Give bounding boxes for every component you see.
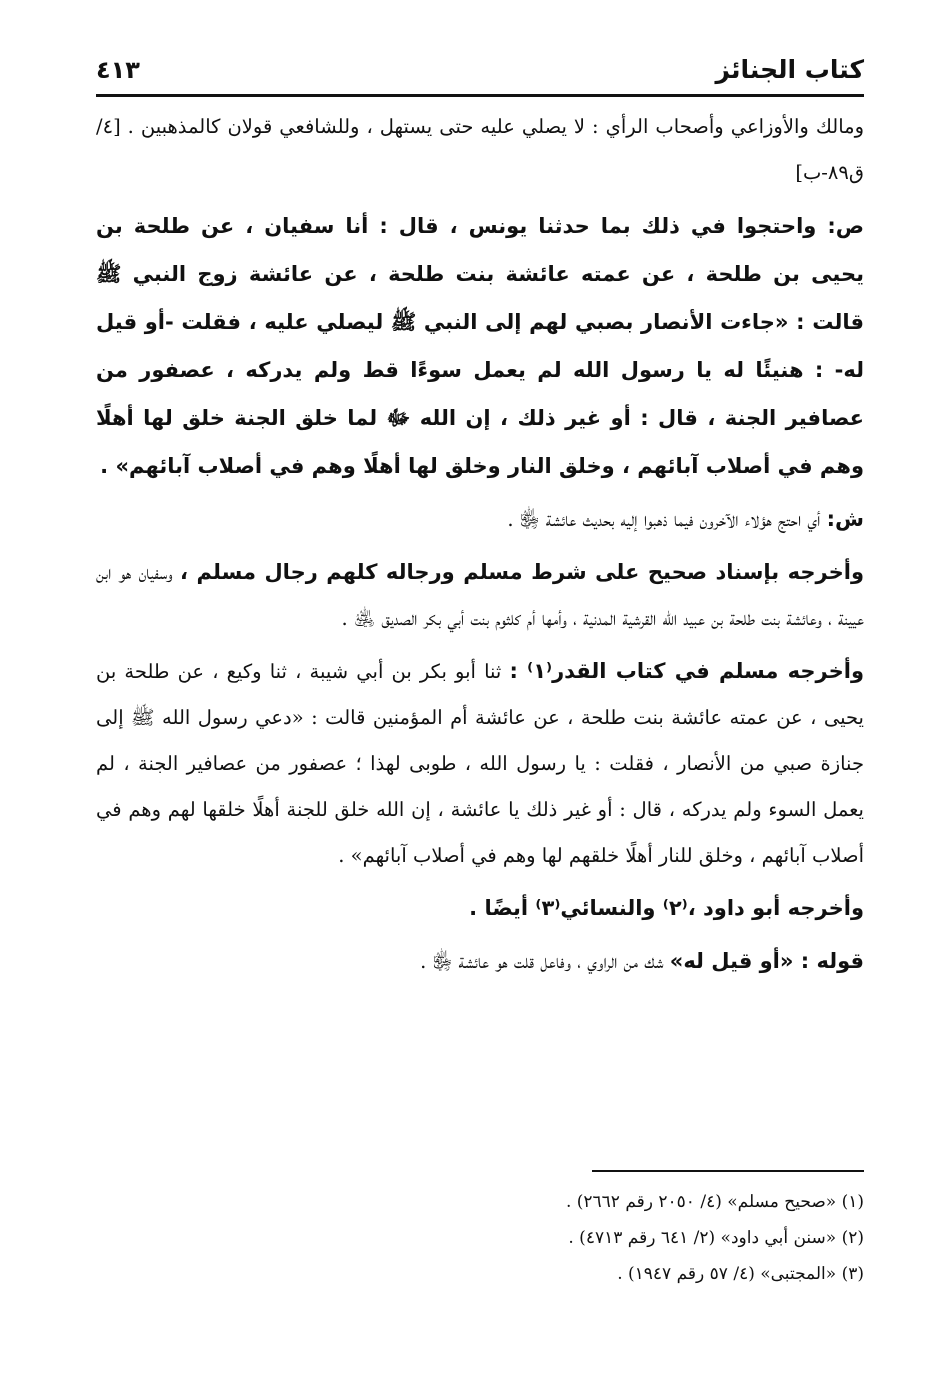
chapter-title: كتاب الجنائز <box>715 55 864 84</box>
header-divider <box>96 94 864 97</box>
footnote-divider <box>592 1170 864 1172</box>
page-number: ٤١٣ <box>96 56 140 84</box>
footnote-2: (٢) «سنن أبي داود» (٢/ ٦٤١ رقم ٤٧١٣) . <box>568 1228 864 1248</box>
paragraph-2-hadith <box>96 202 864 490</box>
running-header <box>96 34 864 84</box>
paragraph-4-text: وسفيان هو ابن عيينة ، وعائشة بنت طلحة بن عبيد الله القرشية المدنية ، وأمها أم كلثوم بنت أبي بكر الصديق ﵁ . <box>96 561 864 630</box>
paragraph-7-text: شك من الراوي ، وفاعل قلت هو عائشة ﵂ . <box>420 950 664 973</box>
paragraph-2-lead: ص: <box>827 214 865 238</box>
paragraph-2-text: واحتجوا في ذلك بما حدثنا يونس ، قال : أنا سفيان ، عن طلحة بن يحيى بن طلحة ، عن عمته عائشة بنت طلحة ، عن عائشة زوج النبي ﷺ قالت : «جاءت الأنصار بصبي لهم إلى النبي ﷺ ليصلي عليه ، فقلت -أو قيل له- : هنيئًا له يا رسول الله لم يعمل سوءًا قط ولم يدركه ، عصفور من عصافير الجنة ، قال : أو غير ذلك ، إن الله ﷻ لما خلق الجنة خلق لها أهلًا وهم في أصلاب آبائهم ، وخلق النار وخلق لها أهلًا وهم في أصلاب آبائهم» . <box>96 214 864 478</box>
paragraph-3-text: أي احتج هؤلاء الآخرون فيما ذهبوا إليه بحديث عائشة ﵂ . <box>507 508 821 531</box>
paragraph-6-lead: وأخرجه أبو داود ،⁽٢⁾ والنسائي⁽٣⁾ أيضًا . <box>469 896 864 920</box>
paragraph-5-lead: وأخرجه مسلم في كتاب القدر⁽١⁾ : <box>509 659 864 683</box>
main-text <box>96 104 864 985</box>
paragraph-7-lead: قوله : «أو قيل له» <box>669 949 864 973</box>
paragraph-4-lead: وأخرجه بإسناد صحيح على شرط مسلم ورجاله كلهم رجال مسلم ، <box>180 560 864 584</box>
paragraph-3-lead: ش: <box>826 507 864 531</box>
footnotes <box>96 1184 864 1292</box>
footnote-3: (٣) «المجتبى» (٤/ ٥٧ رقم ١٩٤٧) . <box>617 1264 864 1284</box>
paragraph-5 <box>96 648 864 879</box>
paragraph-3-commentary <box>96 496 864 543</box>
paragraph-7 <box>96 938 864 985</box>
paragraph-1 <box>96 104 864 196</box>
paragraph-5-text: ثنا أبو بكر بن أبي شيبة ، ثنا وكيع ، عن طلحة بن يحيى ، عن عمته عائشة بنت طلحة ، عن عائشة أم المؤمنين قالت : «دعي رسول الله ﷺ إلى جنازة صبي من الأنصار ، فقلت : يا رسول الله ، طوبى لهذا ؛ عصفور من عصافير الجنة ، لم يعمل السوء ولم يدركه ، قال : أو غير ذلك يا عائشة ، إن الله خلق للجنة أهلًا خلقها لهم وهم في أصلاب آبائهم ، وخلق للنار أهلًا خلقهم لها وهم في أصلاب آبائهم» . <box>96 660 864 867</box>
paragraph-4 <box>96 549 864 642</box>
paragraph-6 <box>96 885 864 932</box>
footnote-1: (١) «صحيح مسلم» (٤/ ٢٠٥٠ رقم ٢٦٦٢) . <box>565 1192 864 1212</box>
paragraph-1-text: ومالك والأوزاعي وأصحاب الرأي : لا يصلي عليه حتى يستهل ، وللشافعي قولان كالمذهبين . [٤/ ق٨٩-ب] <box>96 115 864 184</box>
